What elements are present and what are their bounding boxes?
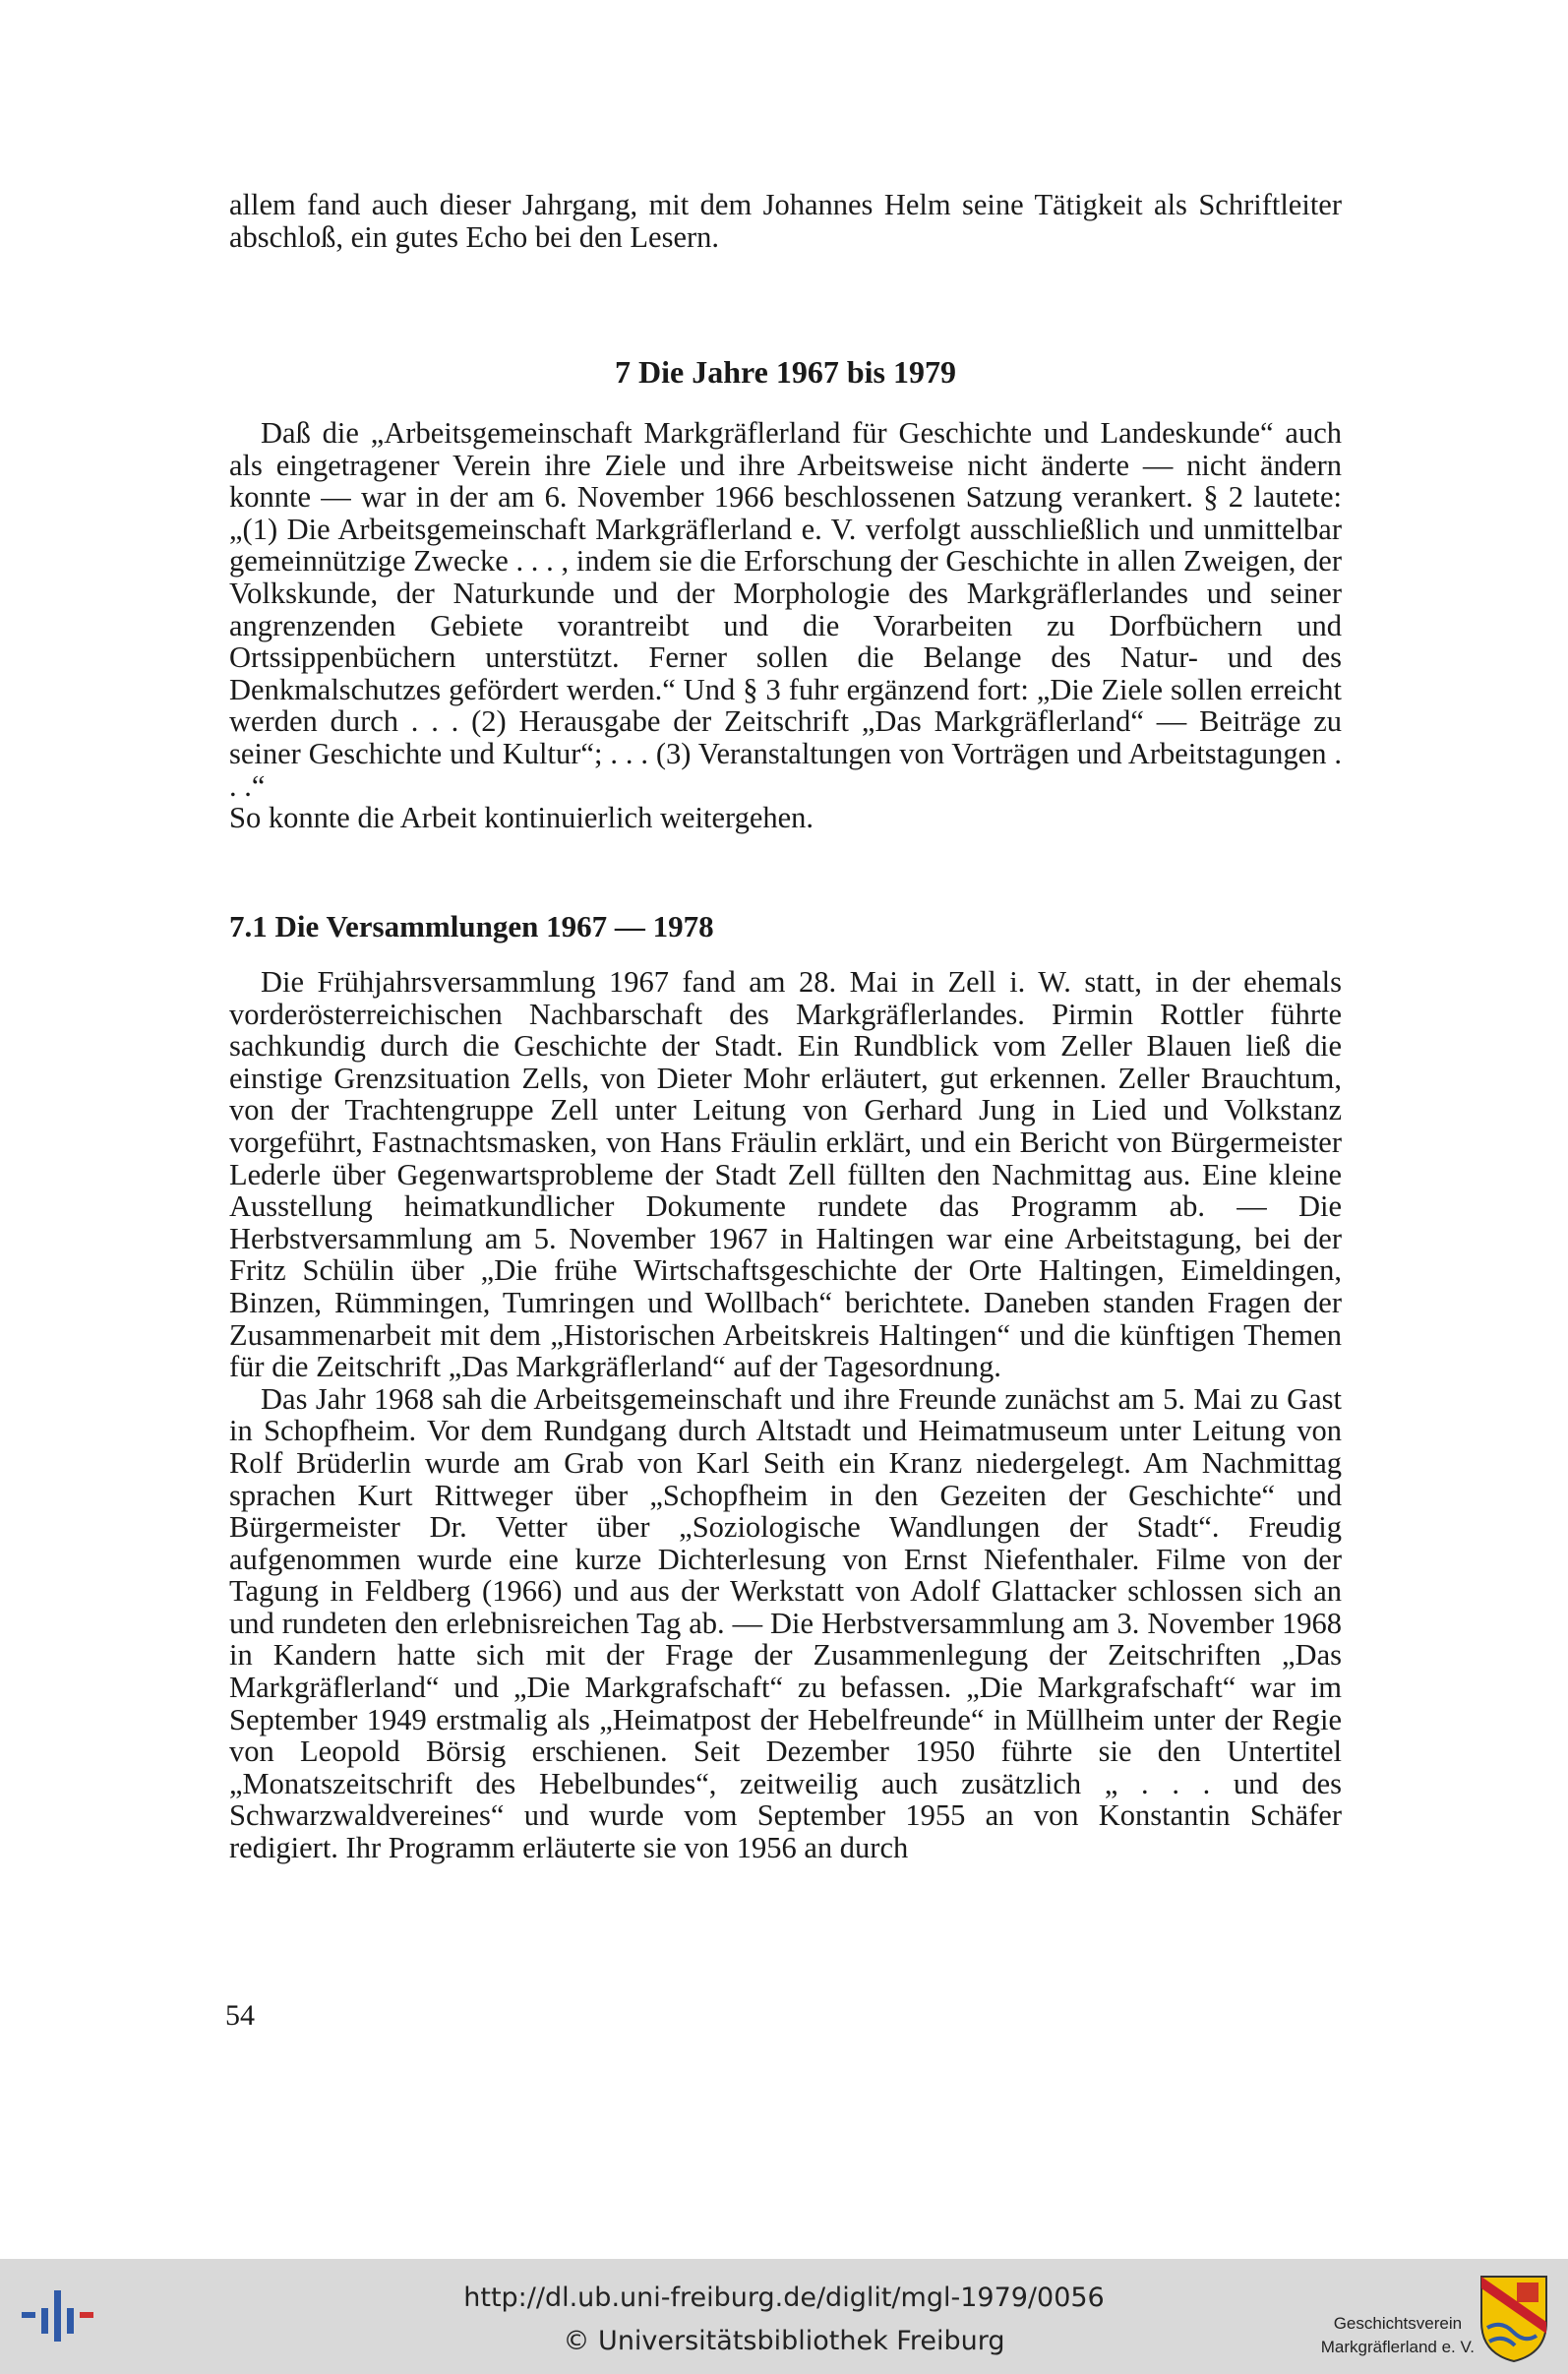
section-paragraph: Das Jahr 1968 sah die Arbeitsgemeinschaft und ihre Freunde zunächst am 5. Mai zu Gast in Schopfheim. Vor dem Rundgang durch Altstadt und Heimatmuseum unter Leitung von Rolf Brüderlin wurde am Grab von Karl Seith ein Kranz niedergelegt. Am Nachmittag sprachen Kurt Rittweger über „Schopfheim in den Gezeiten der Geschichte“ und Bürgermeister Dr. Vetter über „Soziologische Wandlungen der Stadt“. Freudig aufgenommen wurde eine kurze Dichterlesung von Ernst Niefenthaler. Filme von der Tagung in Feldberg (1966) und aus der Werkstatt von Adolf Glattacker schlossen sich an und rundeten den erlebnisreichen Tag ab. — Die Herbstversammlung am 3. November 1968 in Kandern hatte sich mit der Frage der Zusammenlegung der Zeitschriften „Das Markgräflerland“ und „Die Markgrafschaft“ zu befassen. „Die Markgrafschaft“ war im September 1949 erstmalig als „Heimatpost der Hebelfreunde“ in Müllheim unter der Regie von Leopold Börsig erschienen. Seit Dezember 1950 führte sie den Untertitel „Monatszeitschrift des Hebelbundes“, zeitweilig auch zusätzlich „ . . . und des Schwarzwaldvereines“ und wurde vom September 1955 an von Konstantin Schäfer redigiert. Ihr Programm erläuterte sie von 1956 an durch [229,1381,1342,1865]
chapter-block [229,417,1342,834]
chapter-closing-line: So konnte die Arbeit kontinuierlich weitergehen. [229,801,814,835]
intro-block [229,189,1342,253]
organization-line-1: Geschichtsverein [1333,2314,1463,2333]
section-paragraph: Die Frühjahrsversammlung 1967 fand am 28. Mai in Zell i. W. statt, in der ehemals vorderösterreichischen Nachbarschaft des Markgräflerlandes. Pirmin Rottler führte sachkundig durch die Geschichte der Stadt. Ein Rundblick vom Zeller Blauen ließ die einstige Grenzsituation Zells, von Dieter Mohr erläutert, gut erkennen. Zeller Brauchtum, von der Trachtengruppe Zell unter Leitung von Gerhard Jung in Lied und Volkstanz vorgeführt, Fastnachtsmasken, von Hans Fräulin erklärt, und ein Bericht von Bürgermeister Lederle über Gegenwartsprobleme der Stadt Zell füllten den Nachmittag aus. Eine kleine Ausstellung heimatkundlicher Dokumente rundete das Programm ab. — Die Herbstversammlung am 5. November 1967 in Haltingen war eine Arbeitstagung, bei der Fritz Schülin über „Die frühe Wirtschaftsgeschichte der Orte Haltingen, Eimeldingen, Binzen, Rümmingen, Tumringen und Wollbach“ berichtete. Daneben standen Fragen der Zusammenarbeit mit dem „Historischen Arbeitskreis Haltingen“ und die künftigen Themen für die Zeitschrift „Das Markgräflerland“ auf der Tagesordnung. [229,965,1342,1384]
section-block [229,966,1342,1864]
chapter-paragraph: Daß die „Arbeitsgemeinschaft Markgräflerland für Geschichte und Landeskunde“ auch als eingetragener Verein ihre Ziele und ihre Arbeitsweise nicht änderte — nicht ändern konnte — war in der am 6. November 1966 beschlossenen Satzung verankert. § 2 lautete: „(1) Die Arbeitsgemeinschaft Markgräflerland e. V. verfolgt ausschließlich und unmittelbar gemeinnützige Zwecke . . . , indem sie die Erforschung der Geschichte in allen Zweigen, der Volkskunde, der Naturkunde und der Morphologie des Markgräflerlandes und seiner angrenzenden Gebiete vorantreibt und die Vorarbeiten zu Dorfbüchern und Ortssippenbüchern unterstützt. Ferner sollen die Belange des Natur- und des Denkmalschutzes gefördert werden.“ Und § 3 fuhr ergänzend fort: „Die Ziele sollen erreicht werden durch . . . (2) Herausgabe der Zeitschrift „Das Markgräflerland“ — Beiträge zu seiner Geschichte und Kultur“; . . . (3) Veranstaltungen von Vorträgen und Arbeitstagungen . . .“ [229,416,1342,803]
document-url-link[interactable]: http://dl.ub.uni-freiburg.de/diglit/mgl-1979/0056 [463,2283,1105,2313]
organization-name [1321,2312,1475,2359]
footer-bar [0,2259,1568,2374]
section-heading: 7.1 Die Versammlungen 1967 — 1978 [229,909,714,944]
intro-paragraph: allem fand auch dieser Jahrgang, mit dem Johannes Helm seine Tätigkeit als Schriftleiter abschloß, ein gutes Echo bei den Lesern. [229,188,1342,254]
copyright-notice: © Universitätsbibliothek Freiburg [563,2326,1005,2356]
coat-of-arms-icon [1478,2273,1550,2363]
organization-line-2: Markgräflerland e. V. [1320,2338,1475,2356]
chapter-heading: 7 Die Jahre 1967 bis 1979 [615,354,956,390]
page-number: 54 [225,1999,255,2032]
